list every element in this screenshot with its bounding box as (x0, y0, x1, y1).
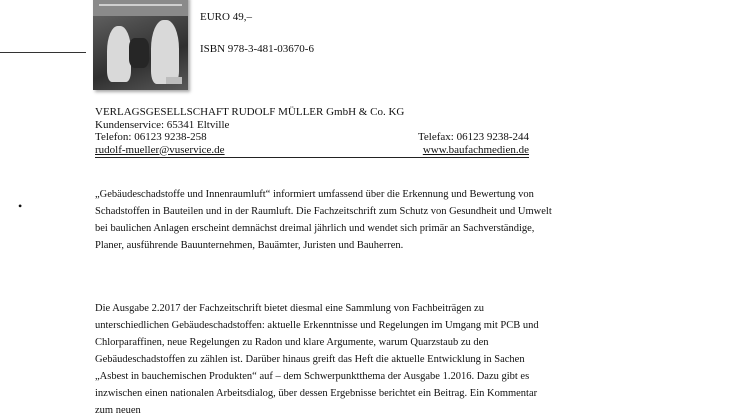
cover-title-band (93, 0, 188, 16)
publisher-email-link[interactable]: rudolf-mueller@vuservice.de (95, 143, 225, 156)
email-web-row (95, 144, 529, 157)
publisher-fax: Telefax: 06123 9238-244 (417, 131, 529, 143)
list-bullet: • (18, 199, 23, 213)
publisher-contact-block (95, 106, 529, 158)
book-cover-image (93, 0, 188, 90)
phone-fax-row (95, 131, 529, 144)
cover-publisher-logo (166, 77, 182, 84)
book-price: EURO 49,– (200, 11, 252, 23)
book-isbn: ISBN 978-3-481-03670-6 (200, 43, 314, 55)
customer-service: Kundenservice: 65341 Eltville (95, 118, 230, 131)
contact-underline-rule (95, 157, 529, 158)
publisher-website-link[interactable]: www.baufachmedien.de (422, 143, 529, 156)
description-paragraph-2: Die Ausgabe 2.2017 der Fachzeitschrift bietet diesmal eine Sammlung von Fachbeiträgen zu unterschiedlichen Gebäudeschadstoffen: aktuelle Erkenntnisse und Regelungen im Umgang mit PCB und Chlorparaffinen, neue Regelungen zu Radon und klare Argumente, warum Quarzstaub zu den Gebäudeschadstoffen zu zählen ist. Darüber hinaus greift das Heft die aktuelle Entwicklung in Sachen „Asbest in bauchemischen Produkten“ auf – dem Schwerpunktthema der Ausgabe 1.2016. Dazu gibt es inzwischen einen nationalen Arbeitsdialog, über dessen Ergebnisse berichtet ein Beitrag. Ein Kommentar zum neuen (95, 303, 539, 416)
left-divider-line (0, 52, 86, 53)
cover-figure-center (129, 38, 149, 68)
cover-figure-right (151, 20, 179, 84)
cover-figure-left (107, 26, 131, 82)
description-paragraph-1: „Gebäudeschadstoffe und Innenraumluft“ informiert umfassend über die Erkennung und Bewertung von Schadstoffen in Bauteilen und in der Raumluft. Die Fachzeitschrift zum Schutz von Gesundheit und Umwelt bei baulichen Anlagen erscheint demnächst dreimal jährlich und wendet sich primär an Sachverständige, Planer, ausführende Bauunternehmen, Bauämter, Juristen und Bauherren. (95, 189, 552, 251)
publisher-name: VERLAGSGESELLSCHAFT RUDOLF MÜLLER GmbH & Co. KG (95, 106, 405, 118)
publisher-phone: Telefon: 06123 9238-258 (95, 131, 207, 143)
